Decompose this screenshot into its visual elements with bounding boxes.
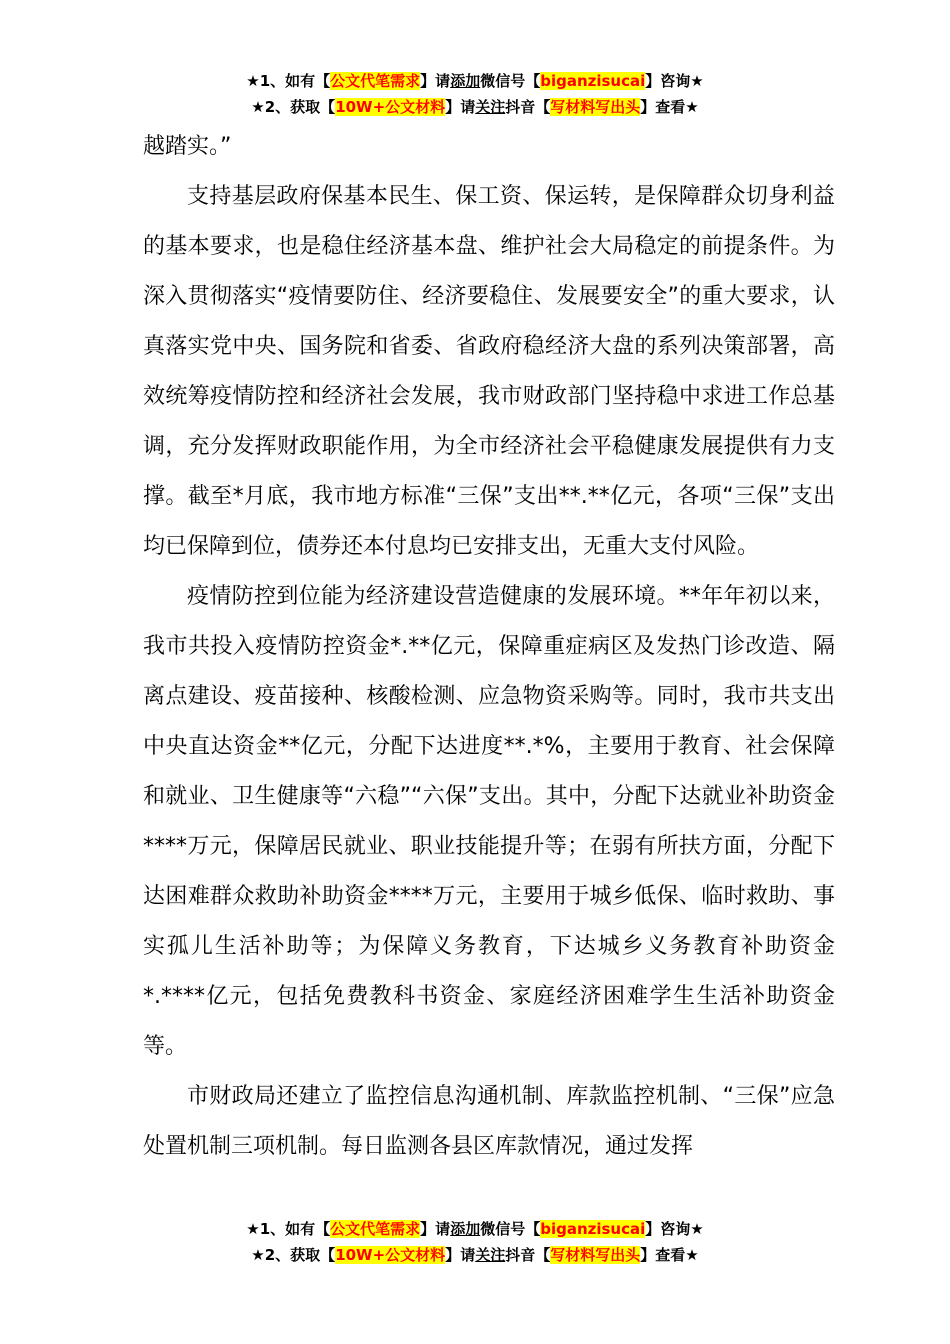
paragraph: 疫情防控到位能为经济建设营造健康的发展环境。**年年初以来，我市共投入疫情防控资金*.**亿元，保障重症病区及发热门诊改造、隔离点建设、疫苗接种、核酸检测、应急物资采购等。同时，我市共支出中央直达资金**亿元，分配下达进度**.*%，主要用于教育、社会保障和就业、卫生健康等“六稳”“六保”支出。其中，分配下达就业补助资金****万元，保障居民就业、职业技能提升等；在弱有所扶方面，分配下达困难群众救助补助资金****万元，主要用于城乡低保、临时救助、事实孤儿生活补助等；为保障义务教育，下达城乡义务教育补助资金*.****亿元，包括免费教科书资金、家庭经济困难学生生活补助资金等。 xyxy=(143,584,835,1059)
highlight-materials: 10W+公文材料 xyxy=(335,98,446,116)
banner-line-1: ★1、如有【公文代笔需求】请添加微信号【biganzisucai】咨询★ xyxy=(246,72,704,90)
star-icon: ★ xyxy=(251,1246,265,1264)
document-body xyxy=(143,122,835,1172)
paragraph: 市财政局还建立了监控信息沟通机制、库款监控机制、“三保”应急处置机制三项机制。每日监测各县区库款情况，通过发挥 xyxy=(143,1084,835,1159)
star-icon: ★ xyxy=(246,1220,260,1238)
highlight-douyin-account: 写材料写出头 xyxy=(550,98,641,116)
paragraph-continuation: 越踏实。” xyxy=(143,134,232,159)
star-icon: ★ xyxy=(251,98,265,116)
highlight-wechat-id: biganzisucai xyxy=(540,72,646,90)
highlight-douyin-account: 写材料写出头 xyxy=(550,1246,641,1264)
highlight-materials: 10W+公文材料 xyxy=(335,1246,446,1264)
banner-line-2: ★2、获取【10W+公文材料】请关注抖音【写材料写出头】查看★ xyxy=(251,98,699,116)
highlight-wechat-id: biganzisucai xyxy=(540,1220,646,1238)
star-icon: ★ xyxy=(246,72,260,90)
paragraph: 支持基层政府保基本民生、保工资、保运转，是保障群众切身利益的基本要求，也是稳住经济基本盘、维护社会大局稳定的前提条件。为深入贯彻落实“疫情要防住、经济要稳住、发展要安全”的重大要求，认真落实党中央、国务院和省委、省政府稳经济大盘的系列决策部署，高效统筹疫情防控和经济社会发展，我市财政部门坚持稳中求进工作总基调，充分发挥财政职能作用，为全市经济社会平稳健康发展提供有力支撑。截至*月底，我市地方标准“三保”支出**.**亿元，各项“三保”支出均已保障到位，债券还本付息均已安排支出，无重大支付风险。 xyxy=(143,184,835,559)
banner-line-1: ★1、如有【公文代笔需求】请添加微信号【biganzisucai】咨询★ xyxy=(246,1220,704,1238)
highlight-service: 公文代笔需求 xyxy=(330,1220,421,1238)
banner-line-2: ★2、获取【10W+公文材料】请关注抖音【写材料写出头】查看★ xyxy=(251,1246,699,1264)
header-banner xyxy=(0,68,950,120)
highlight-service: 公文代笔需求 xyxy=(330,72,421,90)
footer-banner xyxy=(0,1216,950,1268)
